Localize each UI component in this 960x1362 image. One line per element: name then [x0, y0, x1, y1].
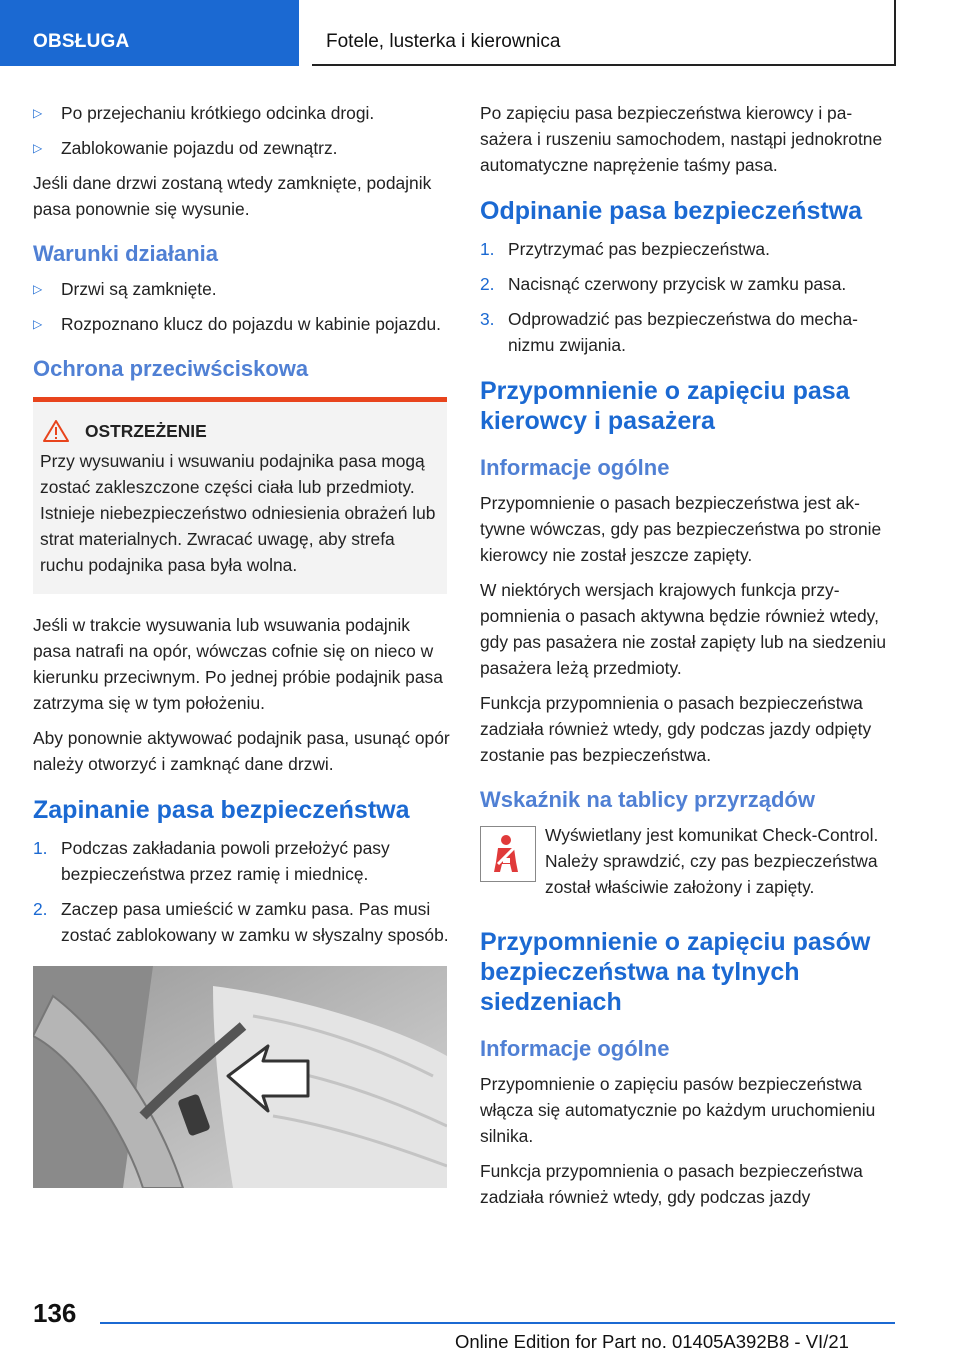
page-number: 136 — [33, 1298, 77, 1328]
list-item: 1. Podczas zakładania powoli przełożyć pasy bezpieczeństwa przez ramię i miednicę. — [33, 838, 390, 884]
edition-info: Online Edition for Part no. 01405A392B8 - VI/21 — [455, 1331, 849, 1352]
paragraph: Funkcja przypomnienia o pasach bezpieczeństwa zadziała również wtedy, gdy podczas jazdy — [480, 1161, 863, 1207]
indicator-block — [480, 822, 896, 909]
paragraph: Funkcja przypomnienia o pasach bezpieczeństwa zadziała również wtedy, gdy podczas jazdy odpięty zostanie pas bezpieczeństwa. — [480, 693, 872, 765]
paragraph: Po zapięciu pasa bezpieczeństwa kierowcy i pasażera i ruszeniu samochodem, nastąpi jednokrotne automatyczne naprężenie taśmy pasa. — [480, 103, 883, 175]
steps-list — [33, 835, 451, 948]
seatbelt-warning-icon — [480, 826, 536, 882]
warning-text: Przy wysuwaniu i wsuwaniu podajnika pasa mogą zostać zakleszczone części ciała lub przedmioty. Istnieje niebezpieczeństwo odniesienia obrażeń lub strat materialnych. Zwracać uwagę, aby strefa ruchu podajnika pasa była wolna. — [40, 451, 436, 575]
list-item: ▷ Rozpoznano klucz do pojazdu w kabinie pojazdu. — [33, 311, 451, 337]
paragraph: Przypomnienie o zapięciu pasów bezpieczeństwa włącza się automatycznie po każdym uruchomieniu silnika. — [480, 1074, 876, 1146]
list-item: 2. Zaczep pasa umieścić w zamku pasa. Pas musi zostać zablokowany w zamku w słyszalny sposób. — [33, 899, 449, 945]
heading-ochrona: Ochrona przeciwściskowa — [33, 356, 309, 381]
paragraph: Przypomnienie o pasach bezpieczeństwa jest aktywne wówczas, gdy pas bezpieczeństwa po stronie kierowcy nie został jeszcze zapięty. — [480, 493, 882, 565]
page-header — [0, 0, 960, 66]
triangle-bullet-icon: ▷ — [33, 317, 43, 331]
heading-wskaznik: Wskaźnik na tablicy przyrządów — [480, 787, 815, 812]
list-item: 2. Nacisnąć czerwony przycisk w zamku pasa. — [480, 274, 847, 294]
paragraph: Aby ponownie aktywować podajnik pasa, usunąć opór należy otworzyć i zamknąć dane drzwi. — [33, 728, 450, 774]
chapter-title: Fotele, lusterka i kierownica — [312, 0, 896, 66]
heading-przypomnienie-tylne: Przypomnienie o zapięciu pasów bezpieczeństwa na tylnych siedzeniach — [480, 928, 871, 1016]
triangle-bullet-icon: ▷ — [33, 282, 43, 296]
heading-przypomnienie-kierowcy: Przypomnienie o zapięciu pasa kierowcy i pasażera — [480, 377, 850, 435]
heading-informacje-ogolne: Informacje ogólne — [480, 1036, 670, 1061]
warning-triangle-icon — [43, 420, 69, 442]
heading-informacje-ogolne: Informacje ogólne — [480, 455, 670, 480]
section-tab: OBSŁUGA — [0, 0, 299, 66]
warning-title: OSTRZEŻENIE — [40, 420, 439, 442]
footer-divider — [100, 1322, 895, 1324]
heading-odpinanie: Odpinanie pasa bezpieczeństwa — [480, 197, 863, 225]
list-item: ▷ Zablokowanie pojazdu od zewnątrz. — [33, 135, 451, 161]
steps-list — [480, 236, 896, 358]
seatbelt-buckle-photo — [33, 966, 447, 1188]
list-item: ▷ Drzwi są zamknięte. — [33, 276, 451, 302]
list-item: 3. Odprowadzić pas bezpieczeństwa do mechanizmu zwijania. — [480, 309, 858, 355]
heading-warunki: Warunki działania — [33, 241, 219, 266]
list-item: ▷ Po przejechaniu krótkiego odcinka drogi. — [33, 100, 451, 126]
heading-zapinanie: Zapinanie pasa bezpieczeństwa — [33, 796, 410, 824]
condition-list — [33, 100, 451, 161]
indicator-text: Wyświetlany jest komunikat Check-Control. Należy sprawdzić, czy pas bezpieczeństwa został właściwie założony i zapięty. — [545, 825, 879, 897]
list-item: 1. Przytrzymać pas bezpieczeństwa. — [480, 239, 770, 259]
triangle-bullet-icon: ▷ — [33, 106, 43, 120]
triangle-bullet-icon: ▷ — [33, 141, 43, 155]
paragraph: Jeśli w trakcie wysuwania lub wsuwania podajnik pasa natrafi na opór, wówczas cofnie się on nieco w kierunku przeciwnym. Po jednej próbie podajnik pasa zatrzyma się w tym położeniu. — [33, 615, 443, 713]
paragraph: W niektórych wersjach krajowych funkcja przypomnienia o pasach aktywna będzie również wtedy, gdy pas pasażera nie został zapięty lub na siedzeniu pasażera leżą przedmioty. — [480, 580, 887, 678]
condition-list — [33, 276, 451, 337]
left-column — [33, 100, 451, 1188]
paragraph: Jeśli dane drzwi zostaną wtedy zamknięte, podajnik pasa ponownie się wysunie. — [33, 173, 432, 219]
warning-box — [33, 397, 447, 594]
right-column — [480, 100, 896, 1219]
